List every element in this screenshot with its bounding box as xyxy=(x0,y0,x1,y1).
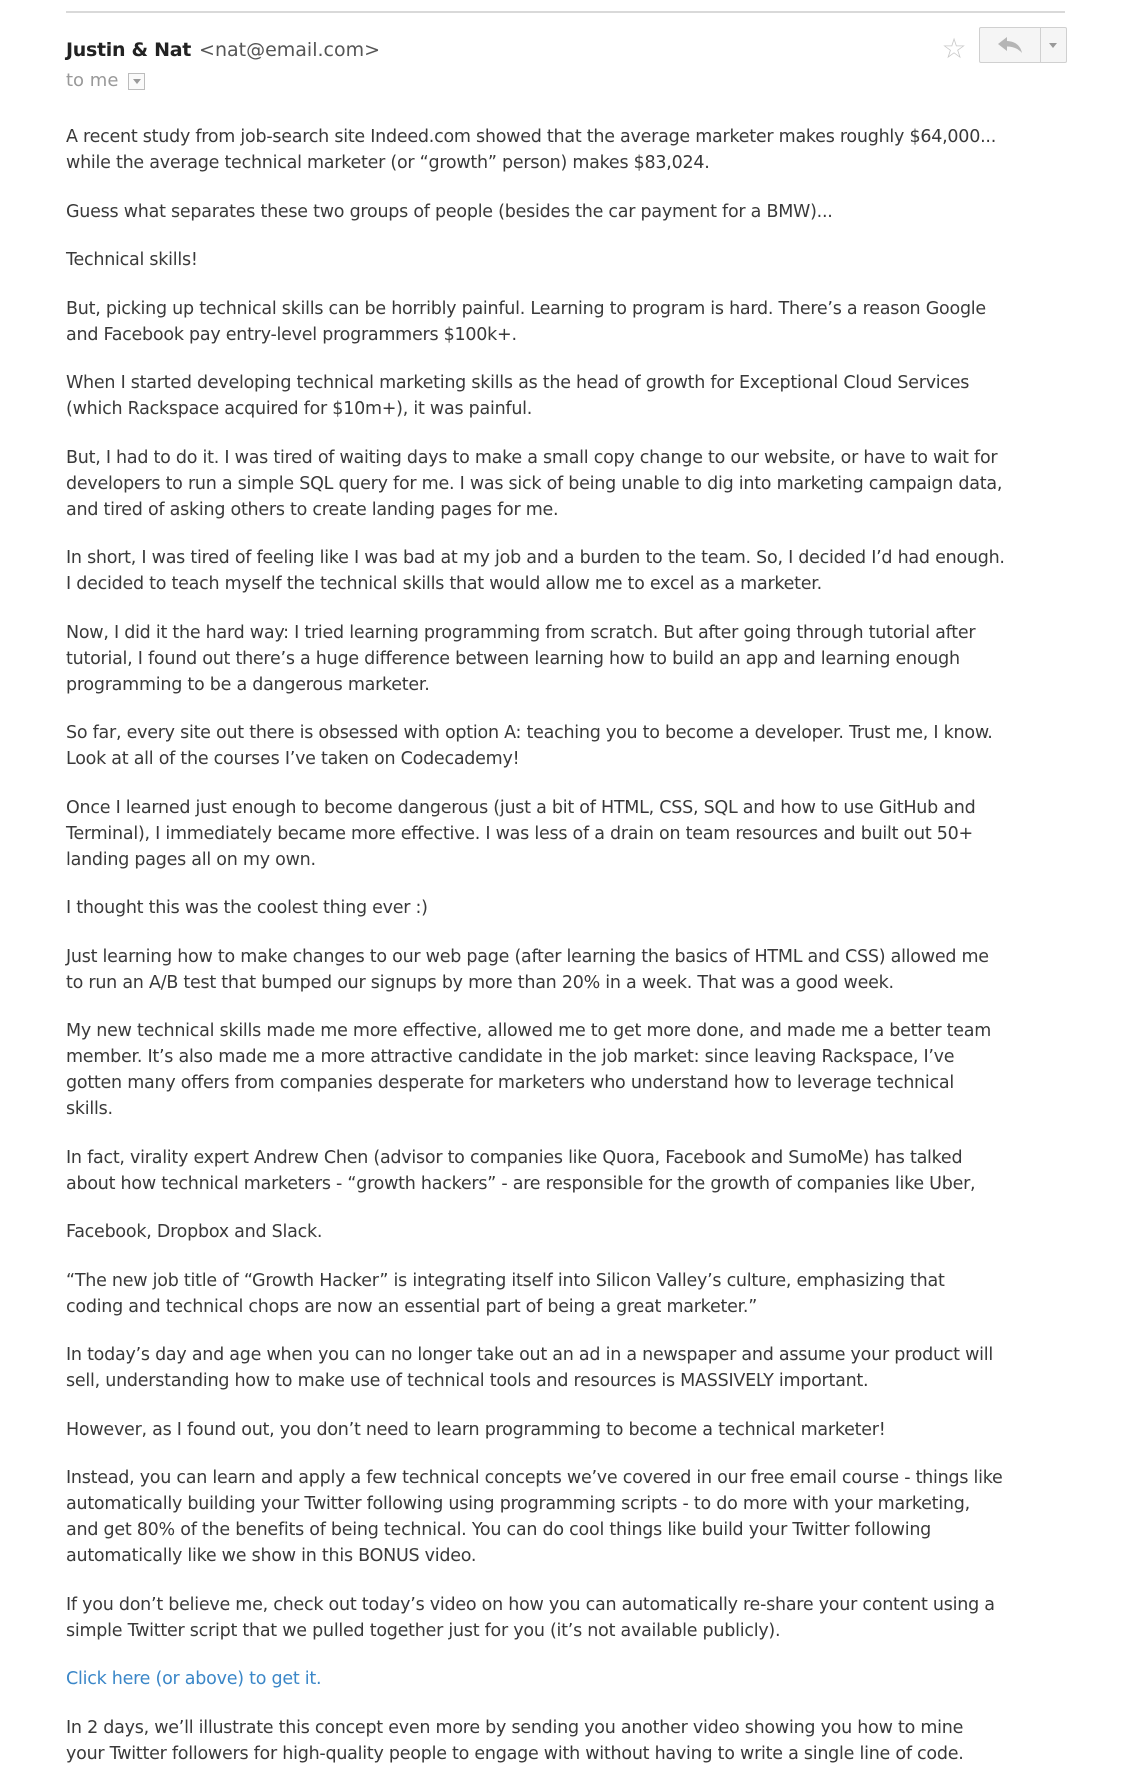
get-video-link[interactable]: Click here (or above) to get it. xyxy=(66,1669,322,1689)
message-header xyxy=(66,34,1065,98)
body-paragraph: A recent study from job-search site Indeed.com showed that the average marketer makes roughly $64,000... while the average technical marketer (or “growth” person) makes $83,024. xyxy=(66,127,997,173)
sender-name[interactable]: Justin & Nat xyxy=(66,39,192,61)
body-paragraph: “The new job title of “Growth Hacker” is integrating itself into Silicon Valley’s culture, emphasizing that coding and technical chops are now an essential part of being a great marketer.” xyxy=(66,1270,945,1317)
reply-button[interactable] xyxy=(979,27,1041,63)
body-paragraph: In short, I was tired of feeling like I was bad at my job and a burden to the team. So, I decided I’d had enough. I decided to teach myself the technical skills that would allow me to excel as a marketer. xyxy=(66,548,1005,594)
recipient-details-chevron-down-icon[interactable] xyxy=(128,73,145,90)
sender-email: <nat@email.com> xyxy=(199,39,381,61)
body-paragraph: But, I had to do it. I was tired of waiting days to make a small copy change to our website, or have to wait for developers to run a simple SQL query for me. I was sick of being unable to dig into marketing campaign data, and tired of asking others to create landing pages for me. xyxy=(66,447,1003,520)
body-paragraph: In today’s day and age when you can no longer take out an ad in a newspaper and assume your product will sell, understanding how to make use of technical tools and resources is MASSIVELY important. xyxy=(66,1345,993,1391)
body-paragraph: Instead, you can learn and apply a few technical concepts we’ve covered in our free email course - things like automatically building your Twitter following using programming scripts - to do more with your marketing, and get 80% of the benefits of being technical. You can do cool things like build your Twitter following automatically like we show in this BONUS video. xyxy=(66,1468,1003,1566)
body-paragraph: Guess what separates these two groups of people (besides the car payment for a BMW)... xyxy=(66,201,833,222)
body-paragraph: If you don’t believe me, check out today’s video on how you can automatically re-share your content using a simple Twitter script that we pulled together just for you (it’s not available publicly). xyxy=(66,1594,995,1641)
closing-paragraph: In 2 days, we’ll illustrate this concept even more by sending you another video showing you how to mine your Twitter followers for high-quality people to engage with without having to write a single line of code. xyxy=(66,1717,964,1764)
body-paragraph: Technical skills! xyxy=(66,250,198,270)
body-paragraph: Once I learned just enough to become dangerous (just a bit of HTML, CSS, SQL and how to use GitHub and Terminal), I immediately became more effective. I was less of a drain on team resources and built out 50+ landing pages all on my own. xyxy=(66,797,976,870)
link-paragraph xyxy=(66,1666,1006,1692)
body-paragraph: My new technical skills made me more effective, allowed me to get more done, and made me a better team member. It’s also made me a more attractive candidate in the job market: since leaving Rackspace, I’ve gotten many offers from companies desperate for marketers who understand how to leverage technical skills. xyxy=(66,1021,992,1119)
reply-button-group xyxy=(979,27,1067,63)
body-paragraph: In fact, virality expert Andrew Chen (advisor to companies like Quora, Facebook and SumoMe) has talked about how technical marketers - “growth hackers” - are responsible for the growth of companies like Uber, xyxy=(66,1147,976,1194)
body-paragraph: Now, I did it the hard way: I tried learning programming from scratch. But after going through tutorial after tutorial, I found out there’s a huge difference between learning how to build an app and learning enough programming to be a dangerous marketer. xyxy=(66,622,976,695)
recipient-label: to me xyxy=(66,70,119,91)
reply-icon xyxy=(997,36,1023,54)
body-paragraph: Facebook, Dropbox and Slack. xyxy=(66,1222,323,1242)
body-paragraph: I thought this was the coolest thing ever :) xyxy=(66,898,428,918)
message-body xyxy=(66,124,1006,1789)
body-paragraph: But, picking up technical skills can be horribly painful. Learning to program is hard. There’s a reason Google and Facebook pay entry-level programmers $100k+. xyxy=(66,298,986,345)
body-paragraph: When I started developing technical marketing skills as the head of growth for Exceptional Cloud Services (which Rackspace acquired for $10m+), it was painful. xyxy=(66,373,970,419)
body-paragraph: However, as I found out, you don’t need to learn programming to become a technical marketer! xyxy=(66,1419,886,1440)
more-options-chevron-down-icon[interactable] xyxy=(1041,27,1067,63)
sender-line xyxy=(66,38,380,62)
header-divider xyxy=(66,11,1065,13)
body-paragraph: Just learning how to make changes to our web page (after learning the basics of HTML and CSS) allowed me to run an A/B test that bumped our signups by more than 20% in a week. That was a good week. xyxy=(66,946,989,993)
star-icon[interactable]: ☆ xyxy=(941,32,967,65)
recipient-line xyxy=(66,70,145,92)
body-paragraph: So far, every site out there is obsessed with option A: teaching you to become a developer. Trust me, I know. Look at all of the courses I’ve taken on Codecademy! xyxy=(66,723,993,769)
